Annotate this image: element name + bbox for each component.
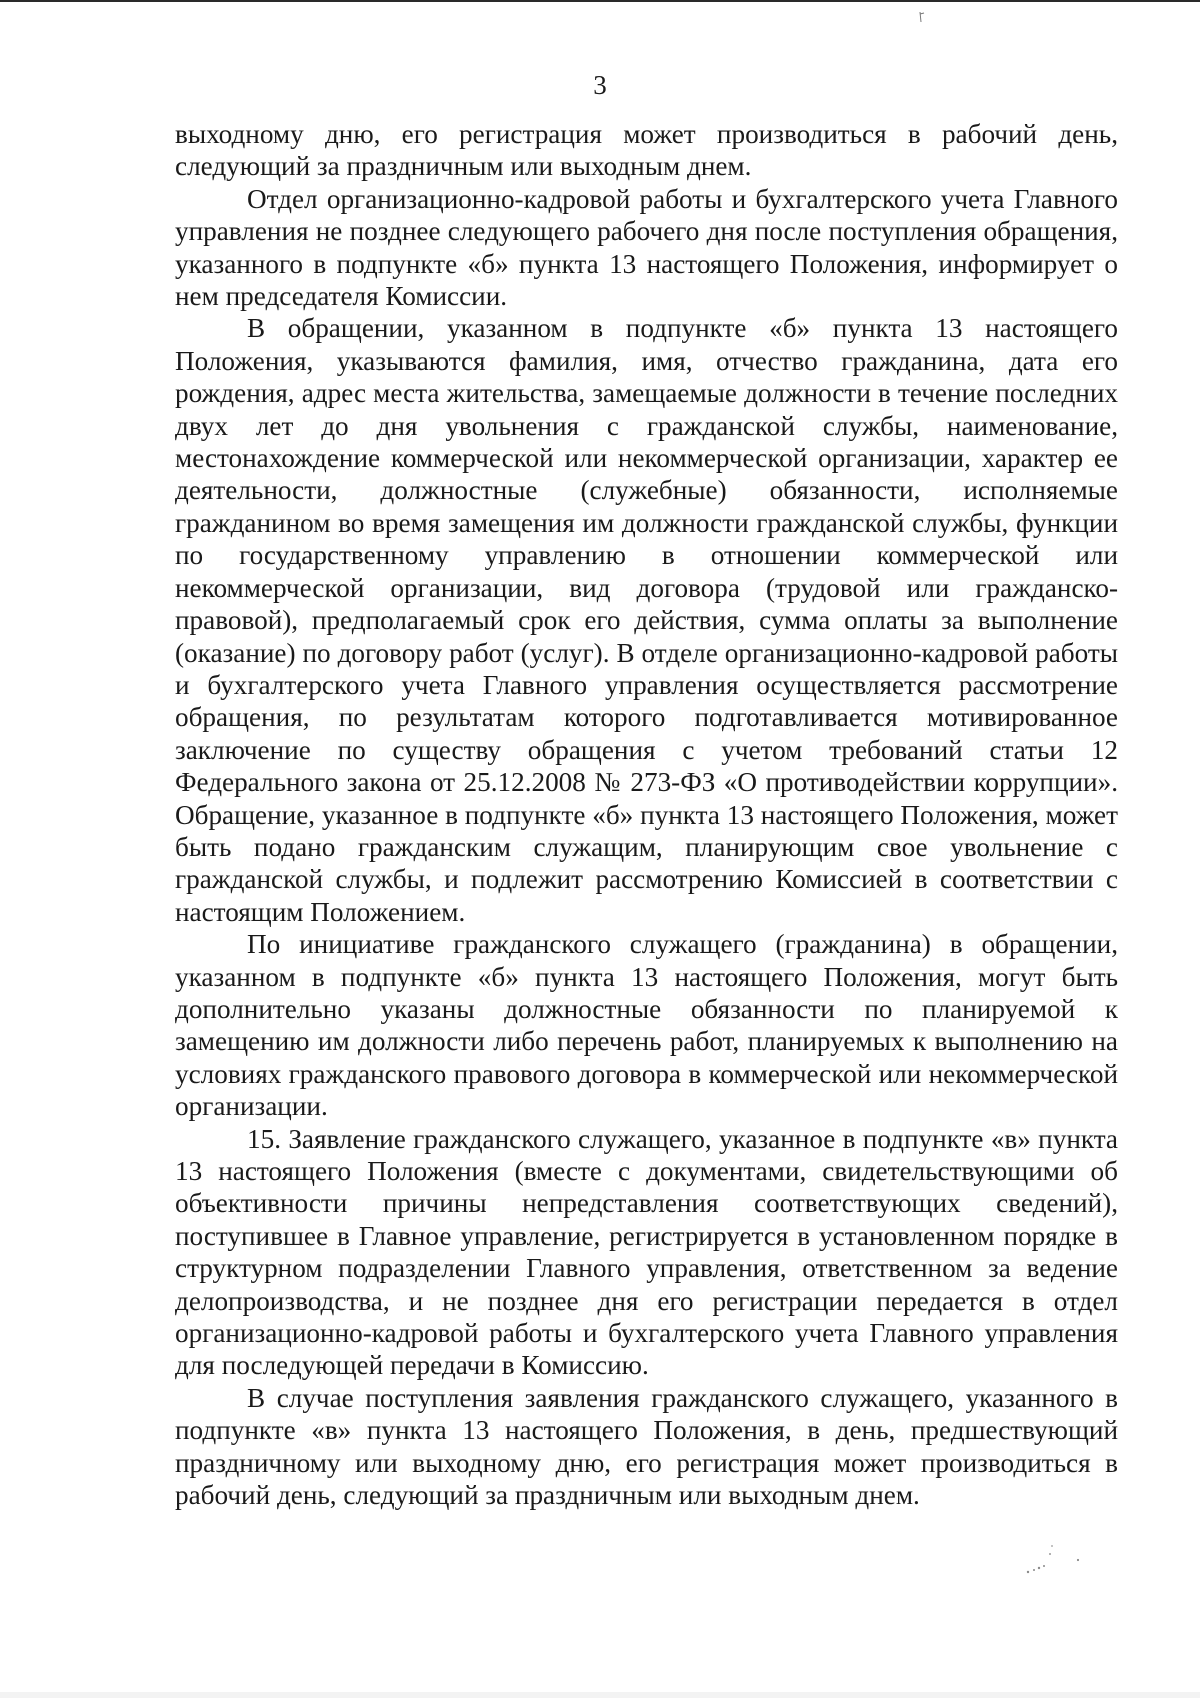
scan-bottom-edge xyxy=(0,1692,1200,1698)
document-body xyxy=(175,118,1118,1511)
paragraph-appeal-contents: В обращении, указанном в подпункте «б» пункта 13 настоящего Положения, указываются фамилия, имя, отчество гражданина, дата его рождения, адрес места жительства, замещаемые должности в течение последних двух лет до дня увольнения с гражданской службы, наименование, местонахождение коммерческой или некоммерческой организации, характер ее деятельности, должностные (служебные) обязанности, исполняемые гражданином во время замещения им должности гражданской службы, функции по государственному управлению в отношении коммерческой или некоммерческой организации, вид договора (трудовой или гражданско-правовой), предполагаемый срок его действия, сумма оплаты за выполнение (оказание) по договору работ (услуг). В отделе организационно-кадровой работы и бухгалтерского учета Главного управления осуществляется рассмотрение обращения, по результатам которого подготавливается мотивированное заключение по существу обращения с учетом требований статьи 12 Федерального закона от 25.12.2008 № 273-ФЗ «О противодействии коррупции». Обращение, указанное в подпункте «б» пункта 13 настоящего Положения, может быть подано гражданским служащим, планирующим свое увольнение с гражданской службы, и подлежит рассмотрению Комиссией в соответствии с настоящим Положением. xyxy=(175,313,1118,927)
paragraph-continuation: выходному дню, его регистрация может производиться в рабочий день, следующий за праздничным или выходным днем. xyxy=(175,119,1118,182)
paragraph-holiday-registration: В случае поступления заявления гражданского служащего, указанного в подпункте «в» пункта 13 настоящего Положения, в день, предшествующий праздничному или выходному дню, его регистрация может производиться в рабочий день, следующий за праздничным или выходным днем. xyxy=(175,1382,1118,1511)
paragraph-initiative: По инициативе гражданского служащего (гражданина) в обращении, указанном в подпункте «б» пункта 13 настоящего Положения, могут быть дополнительно указаны должностные обязанности по планируемой к замещению им должности либо перечень работ, планируемых к выполнению на условиях гражданского правового договора в коммерческой или некоммерческой организации. xyxy=(175,929,1118,1122)
scan-noise-specks xyxy=(1020,1540,1120,1590)
scan-top-border xyxy=(0,0,1200,2)
scan-speck-mark xyxy=(916,10,928,24)
paragraph-department-notice: Отдел организационно-кадровой работы и бухгалтерского учета Главного управления не позднее следующего рабочего дня после поступления обращения, указанного в подпункте «б» пункта 13 настоящего Положения, информирует о нем председателя Комиссии. xyxy=(175,183,1118,312)
paragraph-item-15: 15. Заявление гражданского служащего, указанное в подпункте «в» пункта 13 настоящего Положения (вместе с документами, свидетельствующими об объективности причины непредставления соответствующих сведений), поступившее в Главное управление, регистрируется в установленном порядке в структурном подразделении Главного управления, ответственном за ведение делопроизводства, и не позднее дня его регистрации передается в отдел организационно-кадровой работы и бухгалтерского учета Главного управления для последующей передачи в Комиссию. xyxy=(175,1123,1118,1381)
page-number: 3 xyxy=(593,70,607,100)
